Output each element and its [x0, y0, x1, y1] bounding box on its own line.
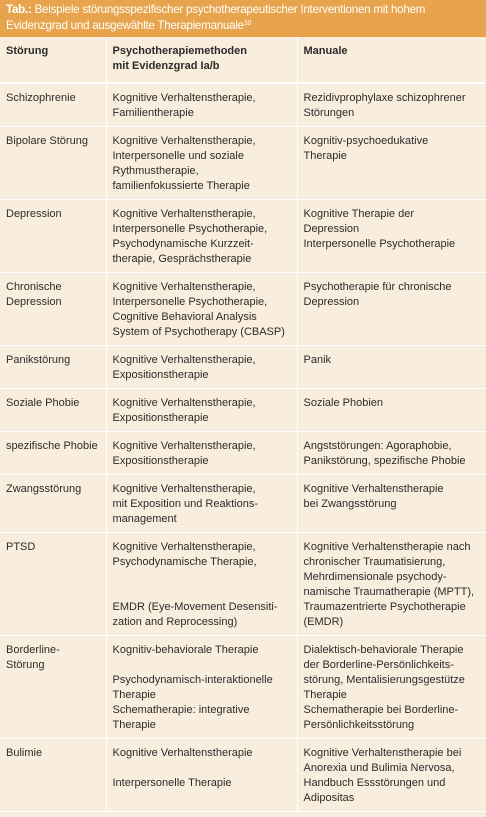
cell-text-line: Traumazentrierte Psychotherapie — [303, 601, 466, 613]
cell-text-line: Schematherapie bei Borderline- — [303, 704, 459, 716]
cell-manuale — [297, 533, 486, 636]
cell-stoerung — [0, 346, 106, 389]
cell-manuale — [297, 432, 486, 475]
cell-methoden — [106, 273, 297, 346]
cell-stoerung — [0, 389, 106, 432]
cell-text-line: Rythmustherapie, — [112, 165, 199, 177]
cell-text-line: Familientherapie — [112, 107, 194, 119]
cell-text-line: PTSD — [6, 541, 36, 553]
cell-text-line: Expositionstherapie — [112, 455, 209, 467]
cell-text-line: Therapie — [112, 689, 156, 701]
cell-stoerung — [0, 127, 106, 200]
cell-text-line: bei Zwangsstörung — [303, 498, 397, 510]
cell-text-line: Interpersonelle Therapie — [112, 777, 232, 789]
cell-text-line: Depression — [303, 296, 360, 308]
cell-text-line: Kognitive Verhaltenstherapie, — [112, 483, 256, 495]
cell-text-line: Panikstörung — [6, 354, 71, 366]
cell-text-line: Psychodynamische Therapie, — [112, 556, 257, 568]
cell-text-line: Schizophrenie — [6, 92, 76, 104]
cell-text-line: Kognitive Verhaltenstherapie, — [112, 354, 256, 366]
cell-stoerung — [0, 432, 106, 475]
cell-methoden — [106, 636, 297, 739]
header-methoden — [106, 37, 297, 83]
cell-text-line: Kognitive Therapie der — [303, 208, 414, 220]
cell-text-line: Dialektisch-behaviorale Therapie — [303, 644, 464, 656]
cell-text-line: Therapie — [303, 150, 347, 162]
table-row — [0, 533, 486, 636]
cell-manuale — [297, 475, 486, 533]
cell-text-line: Schematherapie: integrative — [112, 704, 250, 716]
cell-text-line: Zwangsstörung — [6, 483, 82, 495]
blank-line — [113, 570, 291, 585]
cell-methoden — [106, 739, 297, 812]
table-row — [0, 475, 486, 533]
cell-methoden — [106, 475, 297, 533]
cell-text-line: Kognitive Verhaltenstherapie, — [112, 440, 256, 452]
cell-manuale — [297, 273, 486, 346]
header-methoden-line: mit Evidenzgrad Ia/b — [112, 60, 220, 72]
table-body — [0, 83, 486, 812]
table-row — [0, 200, 486, 273]
blank-line — [113, 658, 291, 673]
cell-text-line: Mehrdimensionale psychody- — [303, 571, 447, 583]
cell-text-line: spezifische Phobie — [6, 440, 98, 452]
cell-text-line: Psychodynamisch-interaktionelle — [112, 674, 273, 686]
cell-text-line: Psychotherapie für chronische — [303, 281, 452, 293]
cell-text-line: management — [112, 513, 177, 525]
table-row — [0, 636, 486, 739]
cell-stoerung — [0, 636, 106, 739]
cell-text-line: der Borderline-Persönlichkeits- — [303, 659, 454, 671]
cell-text-line: Cognitive Behavioral Analysis — [112, 311, 257, 323]
therapy-table — [0, 37, 486, 812]
cell-text-line: Kognitive Verhaltenstherapie, — [112, 281, 256, 293]
cell-text-line: Rezidivprophylaxe schizophrener — [303, 92, 466, 104]
cell-methoden — [106, 83, 297, 127]
cell-text-line: Persönlichkeitsstörung — [303, 719, 415, 731]
cell-text-line: Psychodynamische Kurzzeit- — [112, 238, 254, 250]
table-row — [0, 739, 486, 812]
cell-methoden — [106, 432, 297, 475]
cell-text-line: Störung — [6, 659, 45, 671]
cell-text-line: Störungen — [303, 107, 355, 119]
table-row — [0, 389, 486, 432]
cell-text-line: Kognitive Verhaltenstherapie, — [112, 541, 256, 553]
cell-text-line: Kognitiv-behaviorale Therapie — [112, 644, 259, 656]
cell-text-line: Therapie — [303, 689, 347, 701]
table-title-prefix: Tab.: — [6, 3, 32, 16]
cell-text-line: Soziale Phobien — [303, 397, 384, 409]
cell-methoden — [106, 389, 297, 432]
cell-text-line: Handbuch Essstörungen und — [303, 777, 446, 789]
cell-text-line: EMDR (Eye-Movement Desensiti- — [112, 601, 278, 613]
table-row — [0, 83, 486, 127]
cell-text-line: Depression — [6, 296, 62, 308]
cell-text-line: therapie, Gesprächstherapie — [112, 253, 252, 265]
table-title-text: Beispiele störungsspezifischer psychotherapeutischer Interventionen mit hohem Evidenzgrad und ausgewählte Therapiemanuale — [6, 3, 426, 32]
cell-text-line: Borderline- — [6, 644, 60, 656]
cell-stoerung — [0, 475, 106, 533]
cell-manuale — [297, 83, 486, 127]
cell-text-line: Anorexia und Bulimia Nervosa, — [303, 762, 455, 774]
cell-methoden — [106, 200, 297, 273]
cell-text-line: Kognitiv-psychoedukative — [303, 135, 429, 147]
table-title — [0, 0, 486, 37]
cell-text-line: Depression — [6, 208, 62, 220]
cell-text-line: mit Exposition und Reaktions- — [112, 498, 259, 510]
cell-text-line: Interpersonelle Psychotherapie, — [112, 296, 268, 308]
cell-text-line: Kognitive Verhaltenstherapie nach — [303, 541, 471, 553]
cell-manuale — [297, 636, 486, 739]
cell-text-line: familienfokussierte Therapie — [112, 180, 250, 192]
cell-text-line: chronischer Traumatisierung, — [303, 556, 446, 568]
cell-text-line: Expositionstherapie — [112, 412, 209, 424]
cell-text-line: (EMDR) — [303, 616, 344, 628]
cell-stoerung — [0, 739, 106, 812]
cell-text-line: Therapie — [112, 719, 156, 731]
cell-text-line: Interpersonelle Psychotherapie, — [112, 223, 268, 235]
cell-text-line: Expositionstherapie — [112, 369, 209, 381]
cell-stoerung — [0, 533, 106, 636]
cell-text-line: Soziale Phobie — [6, 397, 80, 409]
cell-text-line: Chronische — [6, 281, 62, 293]
cell-text-line: Adipositas — [303, 792, 355, 804]
table-title-reference: 10 — [243, 20, 252, 27]
cell-text-line: namische Traumatherapie (MPTT), — [303, 586, 475, 598]
table-row — [0, 127, 486, 200]
cell-methoden — [106, 127, 297, 200]
cell-text-line: Kognitive Verhaltenstherapie, — [112, 135, 256, 147]
cell-text-line: Kognitive Verhaltenstherapie — [112, 747, 253, 759]
cell-methoden — [106, 533, 297, 636]
header-stoerung: Störung — [6, 45, 49, 57]
cell-methoden — [106, 346, 297, 389]
cell-text-line: Depression — [303, 223, 360, 235]
cell-stoerung — [0, 200, 106, 273]
cell-manuale — [297, 739, 486, 812]
cell-stoerung — [0, 83, 106, 127]
cell-text-line: Kognitive Verhaltenstherapie, — [112, 208, 256, 220]
cell-text-line: Panik — [303, 354, 332, 366]
header-manuale: Manuale — [297, 37, 486, 83]
cell-manuale — [297, 127, 486, 200]
cell-text-line: Bulimie — [6, 747, 43, 759]
cell-text-line: Kognitive Verhaltenstherapie, — [112, 92, 256, 104]
cell-stoerung — [0, 273, 106, 346]
table-row — [0, 346, 486, 389]
cell-text-line: Panikstörung, spezifische Phobie — [303, 455, 466, 467]
blank-line — [113, 761, 291, 776]
cell-text-line: Kognitive Verhaltenstherapie bei — [303, 747, 462, 759]
header-methoden-line: Psychotherapiemethoden — [112, 45, 247, 57]
cell-text-line: Bipolare Störung — [6, 135, 88, 147]
table-row — [0, 432, 486, 475]
cell-manuale — [297, 346, 486, 389]
cell-text-line: störung, Mentalisierungsgestütze — [303, 674, 465, 686]
cell-text-line: zation and Reprocessing) — [112, 616, 238, 628]
blank-line — [113, 585, 291, 600]
table-header-row — [0, 37, 486, 83]
cell-text-line: Interpersonelle Psychotherapie — [303, 238, 456, 250]
cell-text-line: Kognitive Verhaltenstherapie, — [112, 397, 256, 409]
cell-manuale — [297, 200, 486, 273]
cell-text-line: Kognitive Verhaltenstherapie — [303, 483, 444, 495]
cell-text-line: Angststörungen: Agoraphobie, — [303, 440, 452, 452]
cell-manuale — [297, 389, 486, 432]
cell-text-line: Interpersonelle und soziale — [112, 150, 244, 162]
cell-text-line: System of Psychotherapy (CBASP) — [112, 326, 285, 338]
table-row — [0, 273, 486, 346]
